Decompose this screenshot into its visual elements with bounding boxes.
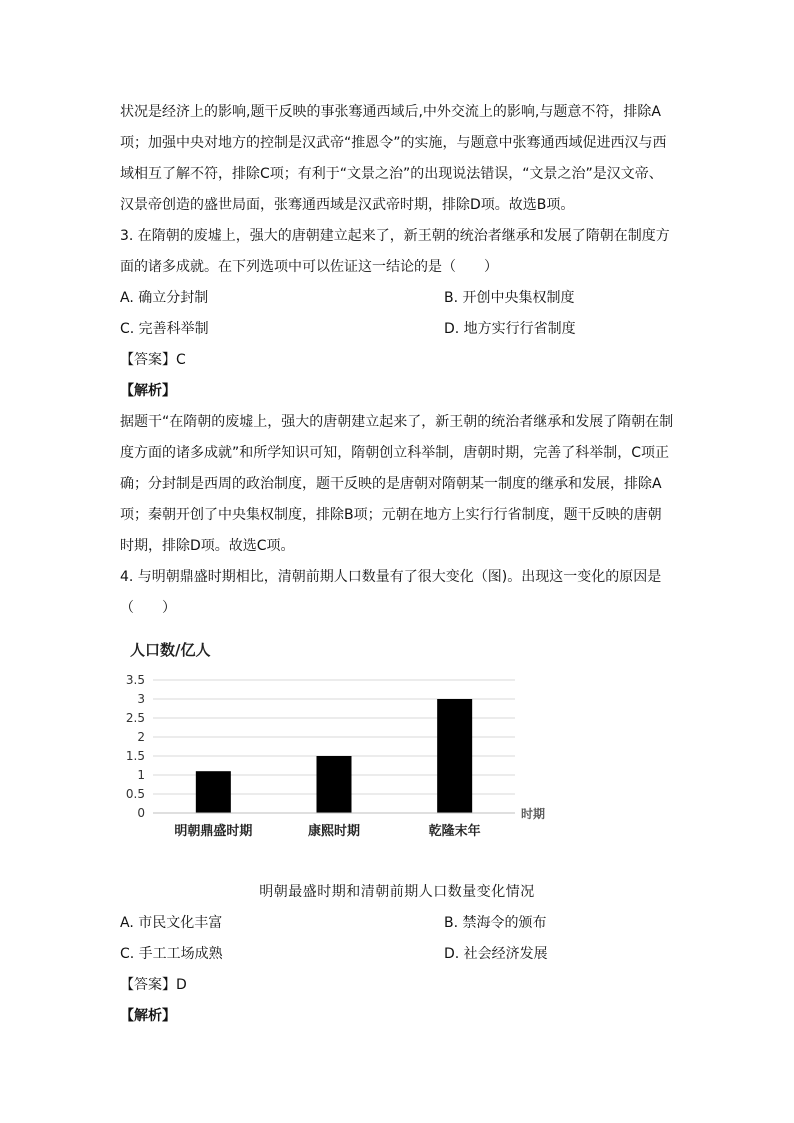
q3-answer: 【答案】C: [120, 352, 186, 368]
q3-option-b: B. 开创中央集权制度: [444, 290, 575, 306]
q3-analysis: 项；秦朝开创了中央集权制度，排除B项；元朝在地方上实行行省制度，题干反映的唐朝: [120, 507, 662, 523]
q3-analysis: 确；分封制是西周的政治制度，题干反映的是唐朝对隋朝某一制度的继承和发展，排除A: [120, 476, 662, 492]
q3-analysis: 度方面的诸多成就”和所学知识可知，隋朝创立科举制，唐朝时期，完善了科举制，C项正: [120, 445, 670, 461]
q3-stem: 3. 在隋朝的废墟上，强大的唐朝建立起来了，新王朝的统治者继承和发展了隋朝在制度方: [120, 228, 670, 244]
chart-bar: [317, 756, 352, 813]
chart-bar: [437, 699, 472, 813]
q3-option-d: D. 地方实行行省制度: [444, 321, 576, 337]
chart-x-tick-label: 明朝鼎盛时期: [174, 824, 253, 839]
chart-y-tick-label: 0.5: [125, 787, 145, 801]
q4-option-c: C. 手工工场成熟: [120, 946, 223, 962]
q3-option-c: C. 完善科举制: [120, 321, 209, 337]
q3-analysis: 时期，排除D项。故选C项。: [120, 538, 295, 554]
chart-caption: 明朝最盛时期和清朝前期人口数量变化情况: [259, 884, 535, 900]
q4-answer: 【答案】D: [120, 977, 187, 993]
q3-analysis-label: 【解析】: [120, 383, 176, 399]
text-line: 域相互了解不符，排除C项；有利于“文景之治”的出现说法错误，“文景之治”是汉文帝、: [120, 166, 663, 182]
q4-stem: （ ）: [120, 600, 176, 616]
q4-analysis-label: 【解析】: [120, 1008, 176, 1024]
q3-option-a: A. 确立分封制: [120, 290, 209, 306]
chart-y-tick-label: 2.5: [125, 711, 145, 725]
q4-option-d: D. 社会经济发展: [444, 946, 548, 962]
chart-bar: [196, 771, 231, 813]
text-line: 状况是经济上的影响,题干反映的事张骞通西域后,中外交流上的影响,与题意不符，排除A: [120, 104, 661, 120]
q3-analysis: 据题干“在隋朝的废墟上，强大的唐朝建立起来了，新王朝的统治者继承和发展了隋朝在制: [120, 414, 674, 430]
q4-stem: 4. 与明朝鼎盛时期相比，清朝前期人口数量有了很大变化（图)。出现这一变化的原因是: [120, 569, 662, 585]
q4-option-a: A. 市民文化丰富: [120, 915, 223, 931]
chart-y-tick-label: 3.5: [125, 673, 145, 687]
chart-x-ticks: [174, 823, 480, 839]
chart-y-tick-label: 3: [137, 692, 145, 706]
chart-y-tick-label: 1.5: [125, 749, 145, 763]
text-line: 项；加强中央对地方的控制是汉武帝“推恩令”的实施，与题意中张骞通西域促进西汉与西: [120, 135, 667, 151]
chart-y-title: 人口数/亿人: [130, 641, 211, 659]
chart-y-tick-label: 1: [137, 768, 145, 782]
chart-y-tick-label: 0: [137, 806, 145, 820]
chart-x-tick-label: 乾隆末年: [428, 824, 481, 839]
chart-y-tick-label: 2: [137, 730, 145, 744]
chart-x-title: 时期: [521, 807, 546, 821]
chart-y-ticks: [126, 673, 145, 820]
q4-option-b: B. 禁海令的颁布: [444, 915, 547, 931]
q3-stem: 面的诸多成就。在下列选项中可以佐证这一结论的是（ ）: [120, 259, 498, 275]
population-bar-chart: [110, 630, 570, 845]
text-line: 汉景帝创造的盛世局面，张骞通西域是汉武帝时期，排除D项。故选B项。: [120, 197, 575, 213]
chart-x-tick-label: 康熙时期: [307, 824, 361, 839]
